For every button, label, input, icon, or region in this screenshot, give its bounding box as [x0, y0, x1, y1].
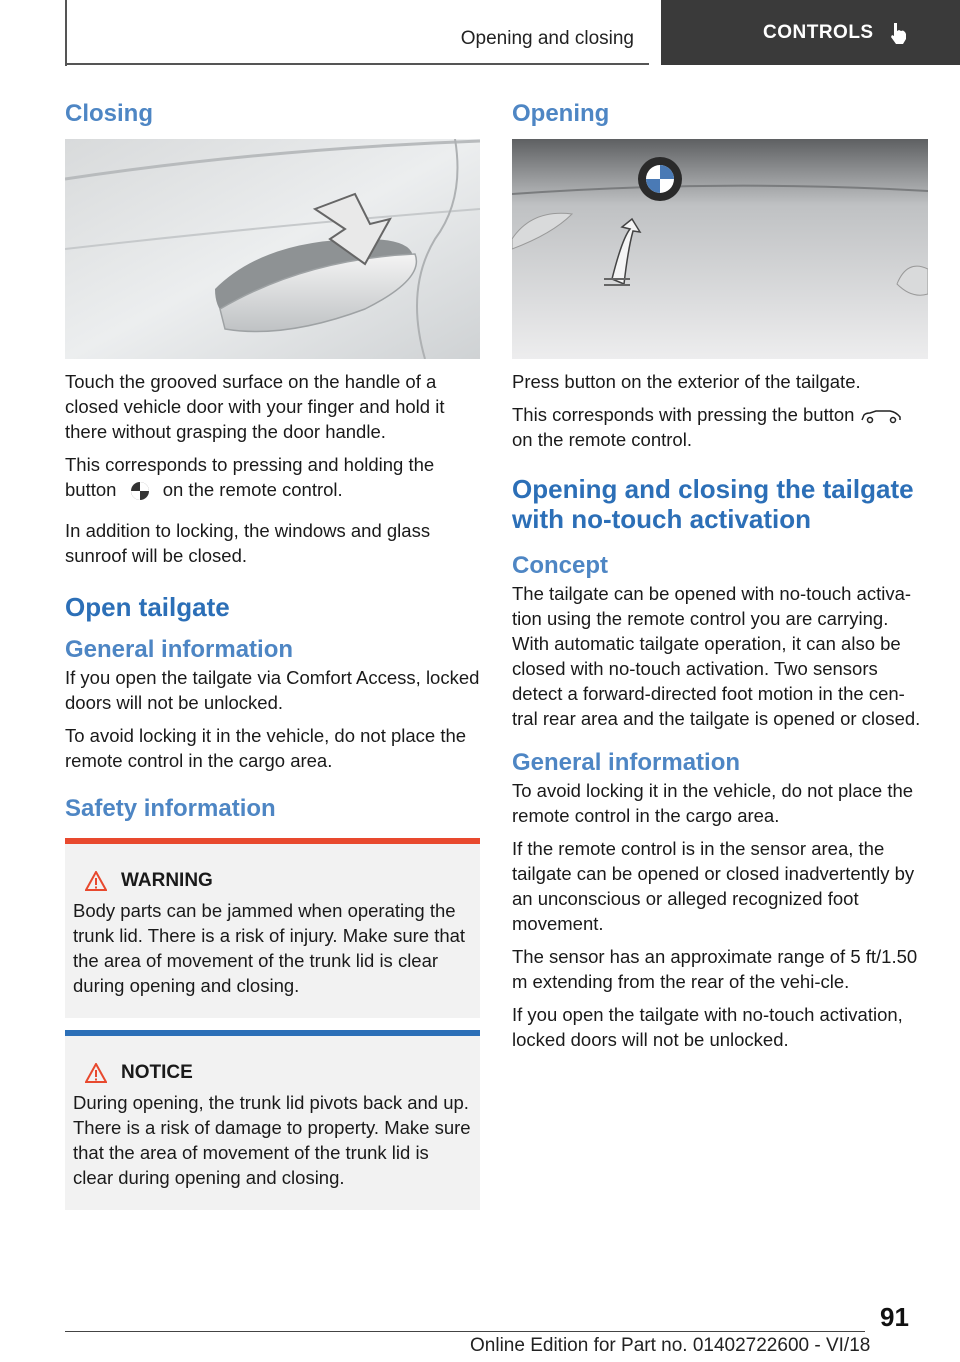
- tailgate-button-illustration: [512, 139, 928, 359]
- warning-triangle-icon: [85, 871, 107, 891]
- opening-text-1: Press button on the exterior of the tailgate.: [512, 370, 861, 392]
- warning-box: [65, 838, 480, 1018]
- door-handle-illustration: [65, 139, 480, 359]
- warning-text: Body parts can be jammed when operating the trunk lid. There is a risk of injury. Make sure that the area of movement of the trunk lid is clear during opening and closing.: [73, 899, 466, 996]
- notice-text: During opening, the trunk lid pivots back and up. There is a risk of damage to property. Make sure that the area of movement of the trunk lid is clear during opening and closing.: [73, 1091, 471, 1188]
- right-general-text-3: The sensor has an approximate range of 5 ft/1.50 m extending from the rear of the vehi-cle.: [512, 945, 918, 992]
- warning-header: [73, 870, 472, 892]
- concept-heading: Concept: [512, 552, 608, 580]
- general-information-heading-right: General information: [512, 748, 741, 776]
- right-general-text-2: If the remote control is in the sensor area, the tailgate can be opened or closed inadvertently by an unconscious or alleged recognized foot movement.: [512, 837, 915, 934]
- closing-heading: Closing: [65, 100, 153, 127]
- right-column: [512, 100, 928, 1052]
- header-chapter-tab[interactable]: [661, 0, 960, 65]
- notice-header: [73, 1062, 472, 1084]
- closing-text-1: Touch the grooved surface on the handle of a closed vehicle door with your finger and hold it there without grasping the door handle.: [65, 370, 445, 442]
- footer-rule: [65, 1331, 865, 1332]
- opening-heading: Opening: [512, 100, 610, 127]
- safety-information-heading: Safety information: [65, 794, 276, 822]
- warning-label: WARNING: [121, 869, 213, 891]
- left-column: [65, 100, 480, 1210]
- no-touch-heading: Opening and closing the tailgate with no-touch activation: [512, 473, 914, 534]
- header-bottom-rule: [65, 63, 649, 65]
- header-left-rule: [65, 0, 67, 66]
- footer-edition: Online Edition for Part no. 01402722600 - VI/18: [470, 1335, 871, 1356]
- general-text-1: If you open the tailgate via Comfort Access, locked doors will not be unlocked.: [65, 666, 480, 713]
- tailgate-button-icon: [860, 408, 902, 424]
- closing-text-3: In addition to locking, the windows and glass sunroof will be closed.: [65, 519, 431, 566]
- general-information-heading: General information: [65, 635, 294, 663]
- closing-text-2: This corresponds to pressing and holding the button on the remote control.: [65, 453, 435, 500]
- pointing-hand-icon: [886, 20, 912, 46]
- concept-text: The tailgate can be opened with no-touch activa-tion using the remote control you are carrying. With automatic tailgate operation, it can also be closed with no-touch activation. Two sensors detect a forward-directed foot motion in the cen-tral rear area and the tailgate is opened or closed.: [512, 582, 921, 729]
- page-number: 91: [880, 1302, 909, 1332]
- right-general-text-4: If you open the tailgate with no-touch activation, locked doors will not be unlocked.: [512, 1003, 903, 1050]
- header-chapter-label: CONTROLS: [763, 21, 874, 43]
- notice-label: NOTICE: [121, 1061, 193, 1083]
- notice-triangle-icon: [85, 1063, 107, 1083]
- lock-button-icon: [130, 481, 150, 501]
- header-section-title: Opening and closing: [460, 28, 634, 49]
- open-tailgate-heading: Open tailgate: [65, 591, 230, 622]
- right-general-text-1: To avoid locking it in the vehicle, do not place the remote control in the cargo area.: [512, 779, 914, 826]
- notice-box: [65, 1030, 480, 1210]
- opening-text-2: This corresponds with pressing the button on the remote control.: [512, 402, 928, 452]
- general-text-2: To avoid locking it in the vehicle, do not place the remote control in the cargo area.: [65, 724, 467, 771]
